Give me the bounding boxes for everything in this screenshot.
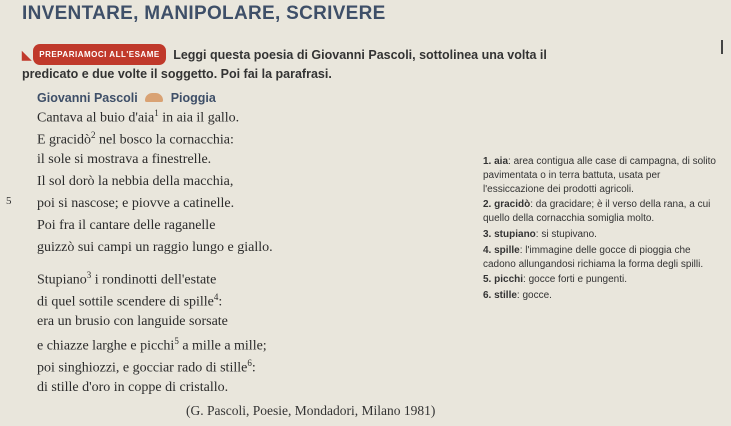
footnote-text: : si stupivano. (535, 228, 597, 240)
footnote-ref: 2 (91, 130, 96, 140)
footnote-term: 6. stille (483, 290, 517, 302)
poem-line-text: Poi fra il cantare delle raganelle (37, 218, 216, 233)
footnote-item (483, 198, 723, 226)
verse-number: 5 (6, 195, 12, 207)
poem-line (37, 130, 234, 149)
exam-badge: PREPARIAMOCI ALL'ESAME (33, 44, 165, 65)
poem-line (37, 108, 239, 127)
footnote-text: : da gracidare; è il verso della rana, a cui quello della cornacchia somiglia molto. (483, 199, 711, 225)
poem-heading (37, 91, 216, 105)
poem-line (37, 270, 216, 289)
footnote-ref: 4 (213, 292, 219, 302)
poem-line (37, 292, 222, 311)
cloud-icon (145, 93, 163, 102)
footnote-term: 2. gracidò (483, 199, 531, 211)
page-edge-mark (721, 40, 731, 54)
poem-line-text: guizzò sui campi un raggio lungo e giallo. (37, 240, 273, 255)
poem-author: Giovanni Pascoli (37, 91, 138, 105)
poem-line-text: Stupiano (37, 272, 87, 288)
footnote-item (483, 228, 723, 242)
triangle-icon: ◣ (22, 48, 32, 62)
poem-line-tail: : (218, 294, 223, 310)
poem-line-text: era un brusio con languide sorsate (37, 314, 228, 329)
poem-line-text: di quel sottile scendere di spille (37, 294, 214, 310)
poem-line (37, 218, 215, 234)
poem-line-text: di stille d'oro in coppe di cristallo. (37, 380, 229, 395)
poem-line-tail: i rondinotti dell'estate (91, 272, 217, 288)
poem-line-text: poi si nascose; e piovve a catinelle. (37, 196, 235, 211)
poem-line-tail: nel bosco la cornacchia: (95, 132, 234, 148)
footnote-text: : gocce. (516, 290, 552, 302)
footnote-term: 4. spille (483, 244, 520, 256)
footnote-item (483, 289, 723, 303)
instruction-line-1: Leggi questa poesia di Giovanni Pascoli, sottolinea una volta il (173, 48, 547, 62)
poem-line (37, 240, 273, 256)
poem-line-text: poi singhiozzi, e gocciar rado di stille (37, 360, 248, 376)
poem-line (37, 174, 233, 190)
footnote-ref: 6 (247, 358, 252, 368)
poem-line-text: il sole si mostrava a finestrelle. (37, 152, 212, 167)
poem-line-tail: : (251, 360, 256, 376)
footnote-item (483, 273, 723, 287)
footnotes (483, 155, 723, 305)
poem-line-tail: a mille a mille; (178, 338, 267, 354)
poem-line-text: Cantava al buio d'aia (37, 110, 155, 126)
footnote-item (483, 244, 723, 272)
instruction-line-2: predicato e due volte il soggetto. Poi fai la parafrasi. (22, 67, 332, 81)
footnote-term: 3. stupiano (483, 228, 536, 240)
footnote-ref: 3 (86, 270, 92, 280)
poem-line-text: e chiazze larghe e picchi (37, 338, 175, 354)
poem-title: Pioggia (170, 91, 216, 105)
footnote-term: 1. aia (483, 156, 509, 167)
poem-line-text: E gracidò (37, 132, 92, 148)
section-title: INVENTARE, MANIPOLARE, SCRIVERE (22, 3, 386, 24)
poem-line (37, 336, 267, 355)
footnote-term: 5. picchi (483, 274, 524, 286)
poem-line-text: Il sol dorò la nebbia della macchia, (37, 174, 234, 189)
poem-line (37, 358, 256, 377)
footnote-text: : area contigua alle case di campagna, di solito pavimentata o in terra battuta, usata per l'essiccazione dei prodotti agricoli. (483, 156, 716, 195)
footnote-text: : gocce forti e pungenti. (523, 274, 627, 286)
poem-line (37, 314, 228, 330)
footnote-ref: 1 (154, 108, 159, 118)
poem-line (37, 152, 211, 168)
poem-line (37, 380, 228, 396)
footnote-ref: 5 (174, 336, 179, 346)
poem-line-tail: in aia il gallo. (158, 110, 240, 126)
poem-line (37, 196, 234, 212)
footnote-item (483, 155, 723, 196)
exercise-instruction (22, 44, 712, 84)
footnote-text: : l'immagine delle gocce di pioggia che cadono allungandosi richiama la forma degli spilli. (483, 244, 704, 270)
poem-source: (G. Pascoli, Poesie, Mondadori, Milano 1981) (186, 403, 436, 418)
